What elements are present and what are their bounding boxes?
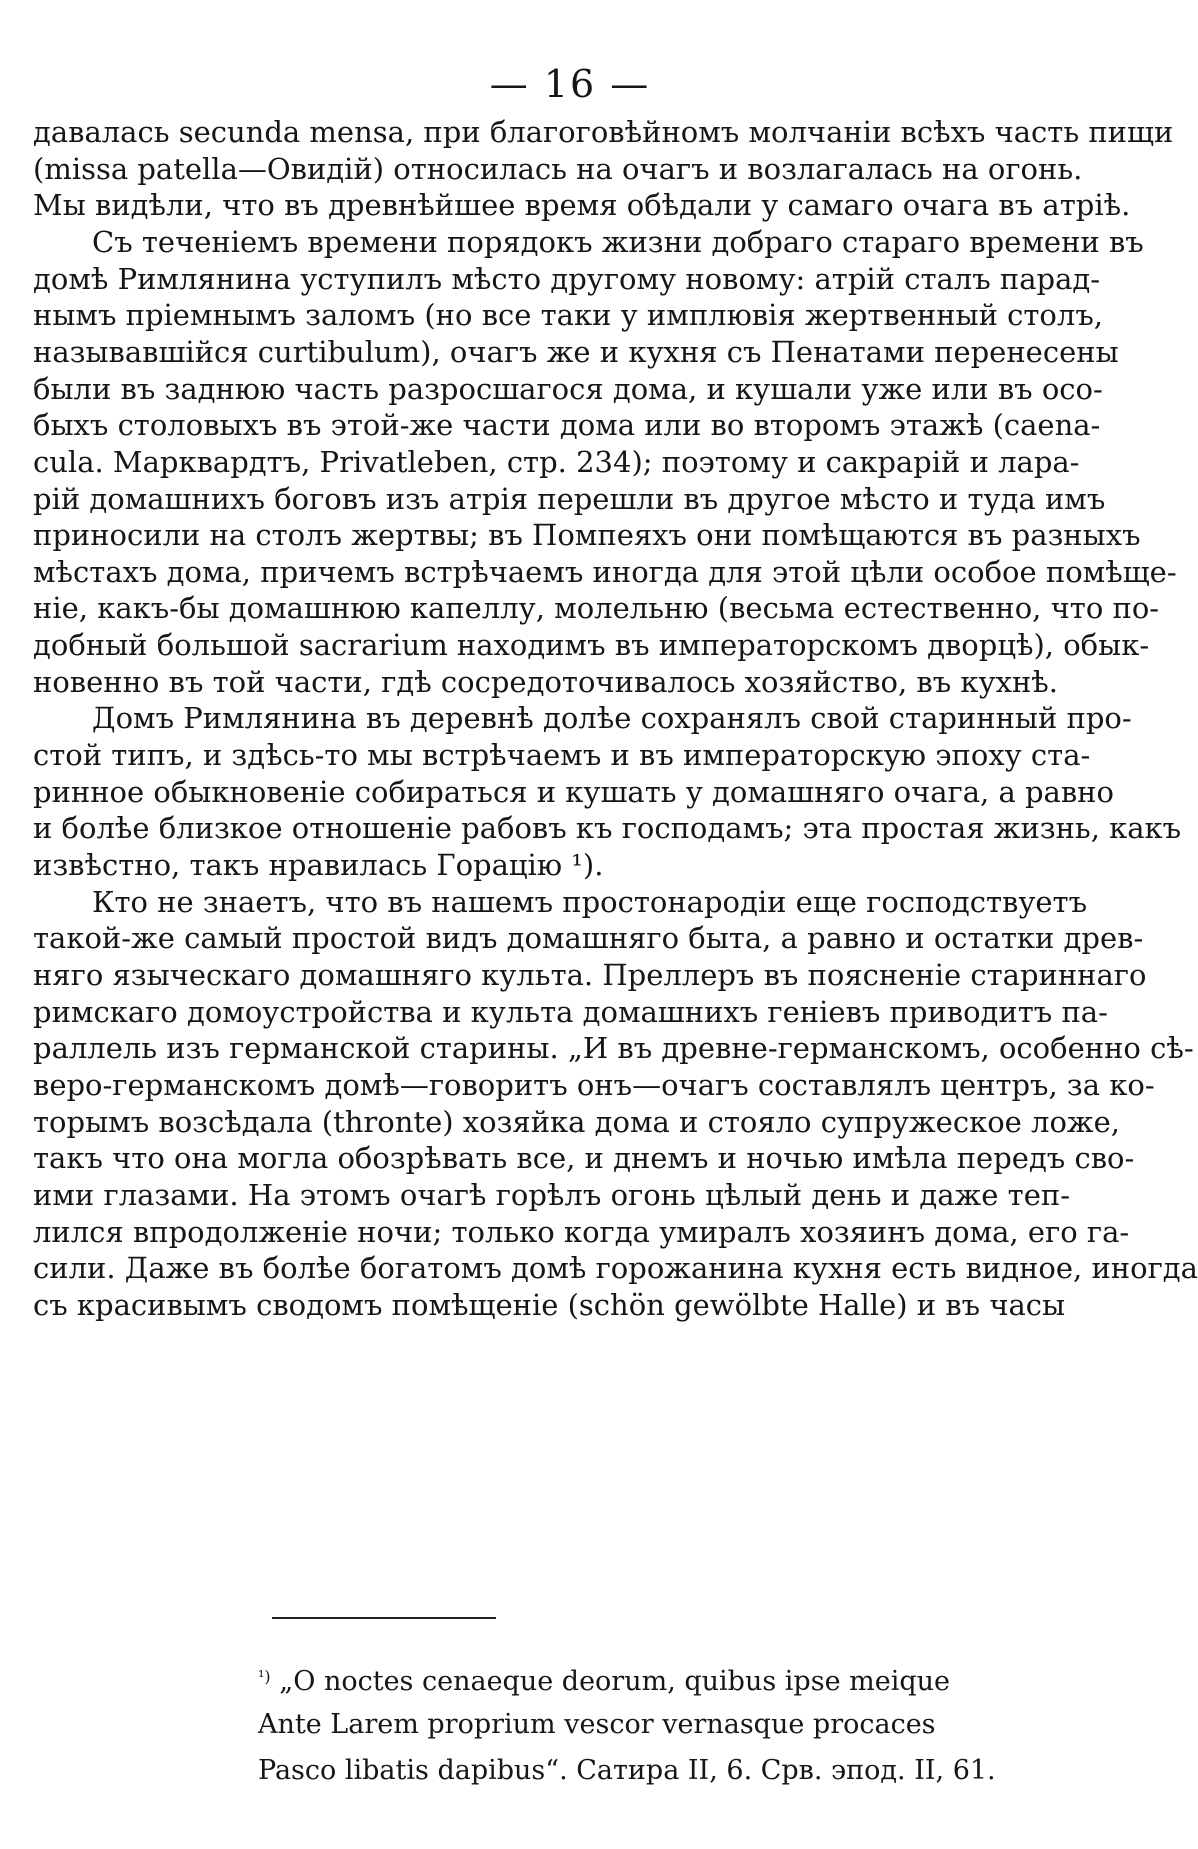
footnote-line: Pasco libatis dapibus“. Сатира II, 6. Срв. эпод. II, 61. (258, 1755, 996, 1786)
text-line: лился впродолженіе ночи; только когда умиралъ хозяинъ дома, его га- (33, 1215, 1130, 1249)
text-line: домѣ Римлянина уступилъ мѣсто другому новому: атрій сталъ парад- (33, 262, 1101, 296)
text-line: извѣстно, такъ нравилась Горацію ¹). (33, 848, 604, 882)
text-line: новенно въ той части, гдѣ сосредоточивалось хозяйство, въ кухнѣ. (33, 665, 1058, 699)
text-line: рій домашнихъ боговъ изъ атрія перешли въ другое мѣсто и туда имъ (33, 482, 1106, 516)
text-line: ринное обыкновеніе собираться и кушать у домашняго очага, а равно (33, 775, 1114, 809)
text-line: Домъ Римлянина въ деревнѣ долѣе сохранялъ свой старинный про- (92, 701, 1132, 735)
text-line: Кто не знаетъ, что въ нашемъ простонародіи еще господствуетъ (92, 885, 1088, 919)
text-line: стой типъ, и здѣсь-то мы встрѣчаемъ и въ императорскую эпоху ста- (33, 738, 1091, 772)
text-line: такой-же самый простой видъ домашняго быта, а равно и остатки древ- (33, 921, 1144, 955)
text-line: ніе, какъ-бы домашнюю капеллу, молельню (весьма естественно, что по- (33, 591, 1160, 625)
text-line: были въ заднюю часть разросшагося дома, и кушали уже или въ осо- (33, 372, 1103, 406)
text-line: Съ теченіемъ времени порядокъ жизни добраго стараго времени въ (92, 225, 1144, 259)
text-line: называвшійся curtibulum), очагъ же и кухня съ Пенатами перенесены (33, 335, 1119, 369)
text-line: быхъ столовыхъ въ этой-же части дома или во второмъ этажѣ (caena- (33, 408, 1101, 442)
text-line: приносили на столъ жертвы; въ Помпеяхъ они помѣщаются въ разныхъ (33, 518, 1141, 552)
text-line: такъ что она могла обозрѣвать все, и днемъ и ночью имѣла передъ сво- (33, 1141, 1135, 1175)
text-line: съ красивымъ сводомъ помѣщеніе (schön gewölbte Halle) и въ часы (33, 1288, 1066, 1322)
text-line: сили. Даже въ болѣе богатомъ домѣ горожанина кухня есть видное, иногда (33, 1251, 1198, 1285)
text-line: мѣстахъ дома, причемъ встрѣчаемъ иногда для этой цѣли особое помѣще- (33, 555, 1177, 589)
text-line: римскаго домоустройства и культа домашнихъ геніевъ приводитъ па- (33, 995, 1108, 1029)
text-line: давалась secunda mensa, при благоговѣйномъ молчаніи всѣхъ часть пищи (33, 115, 1174, 149)
text-line: торымъ возсѣдала (thronte) хозяйка дома и стояло супружеское ложе, (33, 1105, 1120, 1139)
page-number: — 16 — (489, 62, 651, 106)
footnote-marker: ¹) (258, 1667, 271, 1686)
footnote-line: Ante Larem proprium vescor vernasque procaces (258, 1709, 936, 1740)
footnote-rule (272, 1617, 496, 1619)
text-line: добный большой sacrarium находимъ въ императорскомъ дворцѣ), обык- (33, 628, 1150, 662)
text-line: няго языческаго домашняго культа. Преллеръ въ поясненіе стариннаго (33, 958, 1147, 992)
text-line: и болѣе близкое отношеніе рабовъ къ господамъ; эта простая жизнь, какъ (33, 811, 1182, 845)
text-line: ими глазами. На этомъ очагѣ горѣлъ огонь цѣлый день и даже теп- (33, 1178, 1070, 1212)
text-line: раллель изъ германской старины. „И въ древне-германскомъ, особенно сѣ- (33, 1031, 1194, 1065)
text-line: cula. Марквардтъ, Privatleben, стр. 234); поэтому и сакрарій и лара- (33, 445, 1080, 479)
text-line: веро-германскомъ домѣ—говоритъ онъ—очагъ составлялъ центръ, за ко- (33, 1068, 1155, 1102)
text-line: (missa patella—Овидій) относилась на очагъ и возлагалась на огонь. (33, 152, 1083, 186)
footnote-line: $^{^1)}$ „O noctes cenaeque deorum, quibus ipse meique (258, 1666, 950, 1697)
text-line: Мы видѣли, что въ древнѣйшее время обѣдали у самаго очага въ атріѣ. (33, 188, 1131, 222)
text-line: нымъ пріемнымъ заломъ (но все таки у имплювія жертвенный столъ, (33, 298, 1103, 332)
